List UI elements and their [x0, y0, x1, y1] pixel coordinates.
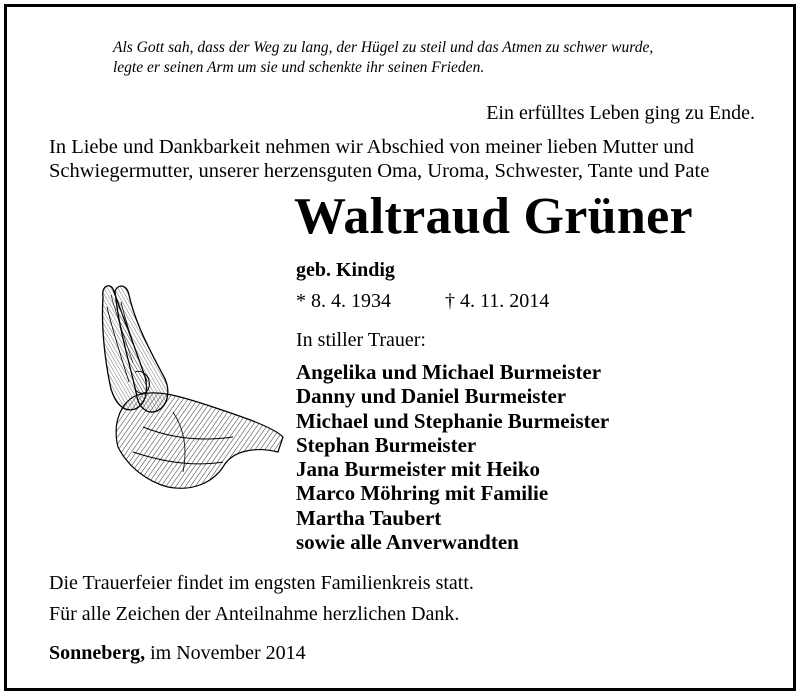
deceased-name: Waltraud Grüner — [294, 188, 693, 245]
thanks-note: Für alle Zeichen der Anteilnahme herzlichen Dank. — [49, 603, 460, 625]
mourner-name: Marco Möhring mit Familie — [296, 481, 549, 506]
intro-line-1: In Liebe und Dankbarkeit nehmen wir Abschied von meiner lieben Mutter und — [49, 136, 694, 158]
mourner-name: Danny und Daniel Burmeister — [296, 384, 567, 409]
funeral-note: Die Trauerfeier findet im engsten Familienkreis statt. — [49, 572, 474, 594]
place-name: Sonneberg, — [49, 642, 146, 664]
poem-line-2: legte er seinen Arm um sie und schenkte ihr seinen Frieden. — [113, 59, 485, 76]
intro-line-2: Schwiegermutter, unserer herzensguten Oma, Uroma, Schwester, Tante und Pate — [49, 160, 710, 182]
mourners-list — [296, 360, 609, 554]
place-and-date — [49, 642, 306, 665]
obituary-notice — [4, 4, 796, 691]
mourner-name: Stephan Burmeister — [296, 432, 477, 457]
notice-date: im November 2014 — [145, 642, 306, 664]
poem-line-1: Als Gott sah, dass der Weg zu lang, der Hügel zu steil und das Atmen zu schwer wurde, — [113, 39, 654, 56]
mourner-name: Angelika und Michael Burmeister — [296, 360, 602, 384]
death-date: † 4. 11. 2014 — [445, 290, 550, 312]
fulfilled-life-line: Ein erfülltes Leben ging zu Ende. — [486, 102, 755, 124]
birth-name: geb. Kindig — [296, 259, 395, 281]
mourning-label: In stiller Trauer: — [296, 329, 426, 351]
mourner-name: Michael und Stephanie Burmeister — [296, 408, 610, 433]
praying-hands-icon — [73, 277, 285, 502]
mourner-name: sowie alle Anverwandten — [296, 530, 519, 555]
birth-date: * 8. 4. 1934 — [296, 290, 391, 312]
mourner-name: Jana Burmeister mit Heiko — [296, 457, 541, 482]
mourner-name: Martha Taubert — [296, 505, 442, 530]
